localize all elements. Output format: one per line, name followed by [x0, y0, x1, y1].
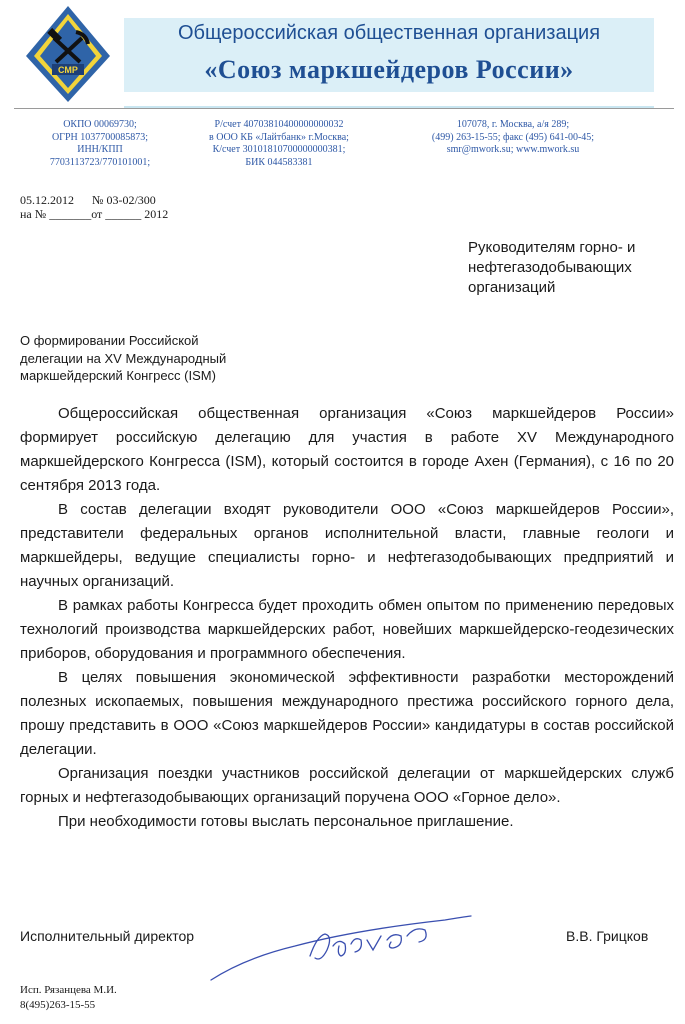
- handwritten-signature: [205, 906, 475, 988]
- requisite-account: Р/счет 40703810400000000032: [214, 119, 344, 130]
- addressee-line: Руководителям горно- и: [468, 239, 636, 256]
- logo-text: СМР: [58, 65, 78, 75]
- executor-phone: 8(495)263-15-55: [20, 999, 96, 1011]
- letter-body: [20, 402, 674, 834]
- org-name-line1: Общероссийская общественная организация: [177, 22, 601, 44]
- letterhead-divider: [14, 108, 674, 109]
- requisite-web: smr@mwork.su; www.mwork.su: [446, 144, 580, 155]
- subject-line: делегации на XV Международный: [20, 350, 227, 366]
- logo: [24, 4, 112, 104]
- requisite-inn: 7703113723/770101001;: [49, 156, 151, 168]
- body-paragraph: Общероссийская общественная организация «Союз маркшейдеров России» формирует российскую делегацию для участия в работе XV Международного маркшейдерского Конгресса (ISM), который состоится в городе Ахен (Германия), с 16 по 20 сентября 2013 года.: [20, 405, 674, 494]
- reply-reference: на № _______от ______ 2012: [20, 207, 169, 221]
- requisite-address: 107078, г. Москва, а/я 289;: [456, 119, 570, 130]
- requisites-column-1: [20, 119, 180, 169]
- subject-line: О формировании Российской: [20, 333, 199, 348]
- requisite-bik: БИК 044583381: [245, 156, 313, 168]
- requisite-corr-account: К/счет 30101810700000000381;: [212, 144, 346, 155]
- requisite-ogrn: ОГРН 1037700085873;: [51, 131, 149, 143]
- body-paragraph: В рамках работы Конгресса будет проходить обмен опытом по применению передовых технологий производства маркшейдерских работ, новейших маркшейдерско-геодезических приборов, оборудования и программного обеспечения.: [20, 597, 674, 662]
- letter-date: 05.12.2012: [20, 193, 74, 207]
- subject: [20, 332, 300, 385]
- requisite-phone: (499) 263-15-55; факс (495) 641-00-45;: [431, 131, 595, 143]
- signatory-title: Исполнительный директор: [20, 928, 195, 944]
- body-paragraph: В целях повышения экономической эффективности разработки месторождений полезных ископаемых, повышения международного престижа российского горного дела, прошу представить в ООО «Союз маркшейдеров России» кандидатуры в состав российской делегации.: [20, 669, 674, 758]
- body-paragraph: В состав делегации входят руководители ООО «Союз маркшейдеров России», представители федеральных органов исполнительной власти, главные геологи и маркшейдеры, ведущие специалисты горно- и нефтегазодобывающих предприятий и научных организаций.: [20, 501, 674, 590]
- org-name-line2: «Союз маркшейдеров России»: [204, 55, 574, 84]
- addressee-line: организаций: [468, 279, 556, 296]
- letter-number: № 03-02/300: [92, 193, 156, 207]
- body-paragraph: Организация поездки участников российской делегации от маркшейдерских служб горных и нефтегазодобывающих организаций поручена ООО «Горное дело».: [20, 765, 674, 806]
- requisite-bank: в ООО КБ «Лайтбанк» г.Москва;: [209, 131, 349, 143]
- addressee-line: нефтегазодобывающих: [468, 259, 632, 276]
- requisite-okpo: ОКПО 00069730;: [63, 119, 137, 130]
- executor-name: Исп. Рязанцева М.И.: [20, 984, 117, 996]
- requisites-column-2: [184, 119, 374, 169]
- subject-line: маркшейдерский Конгресс (ISM): [20, 368, 216, 383]
- addressee: [468, 238, 678, 298]
- body-paragraph: При необходимости готовы выслать персональное приглашение.: [58, 813, 514, 830]
- requisite-inn-label: ИНН/КПП: [77, 144, 123, 155]
- requisites-column-3: [398, 119, 628, 157]
- signatory-name: В.В. Грицков: [566, 928, 649, 944]
